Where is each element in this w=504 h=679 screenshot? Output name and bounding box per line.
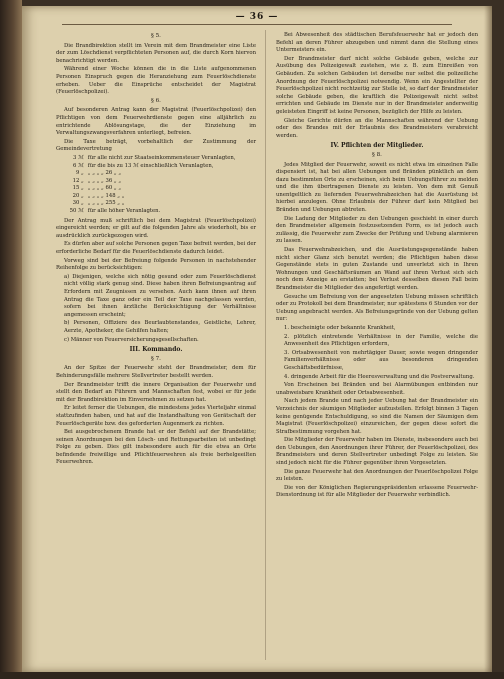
tax-text: „ „ „ „ 60 „ „ [87, 185, 122, 192]
paragraph: Vorweg sind bei der Befreiung folgende Personen in nachstehender Reihenfolge zu berücksichtigen: [56, 257, 256, 272]
tax-text: für die bis zu 13 ℳ einschließlich Veranlagten, [87, 162, 214, 169]
section-heading-8: § 8. [372, 151, 382, 158]
tax-row [62, 185, 256, 193]
tax-row [62, 200, 256, 208]
column-separator [265, 30, 266, 660]
paragraph: Das Feuerwehrabzeichen, und die Ausrüstungsgegenstände haben nicht sicher Glanz sich benutzt werden; die Pflichtigen haben diese Gegenstände stets in guten Zustande und unverletzt sich in Ihren Wohnungen und Geschäftsräumen an Wand auf ihren Verlust sich sich noch dem Anzeige an erstatten; bei Verlust desselben diesen Fall beim Brandmeister die Mitglieder des angefertigt werden. [276, 247, 478, 291]
paragraph: Bei Abwesenheit des städtischen Berufsfeuerwehr hat er jedoch den Befehl an deren Führer abzugeben und nimmt dann die Stellung eines Untermeisters ein. [276, 32, 478, 54]
paragraph: Gleiche Gerichte dürfen an die Mannschaften während der Uebung oder des Brandes mit der Erlaubnis des Brandmeisters verabreicht werden. [276, 117, 478, 139]
tax-amount: 12 „ [72, 177, 84, 184]
tax-amount: 3 ℳ [73, 154, 84, 161]
tax-text: „ „ „ „ 148 „ „ [87, 192, 125, 199]
list-item: a) Diejenigen, welche sich nötig gesund oder zum Feuerlöschdienst nicht völlig stark genug sind. Diese haben ihren Befreiungsantrag auf Erfordern mit Zeugnissen zu versehen. Auch kann ihnen auf ihren Antrag die Taxe ganz oder ein Teil der Taxe nachgelassen werden, sofern bei ihnen ärztliche Berücksichtigung der Verhältnisse angemessen erscheint; [64, 273, 256, 318]
tax-row [62, 155, 256, 163]
right-column [276, 32, 478, 501]
paragraph: An der Spitze der Feuerwehr steht der Brandmeister, dem für Behinderungsfälle mehrere Stellvertreter bestellt werden. [56, 365, 256, 379]
paragraph: Die von der Königlichen Regierungspräsidenten erlassene Feuerwehr-Dienstordnung ist für alle Mitglieder der Feuerwehr verbindlich. [276, 484, 478, 499]
tax-amount: 50 ℳ [69, 208, 84, 215]
paragraph: Die Taxe beträgt, vorbehaltlich der Zustimmung der Gemeindevertretung [56, 138, 256, 153]
list-item: 1. bescheinigte oder bekannte Krankheit, [284, 324, 396, 331]
section-heading-7: § 7. [151, 355, 161, 362]
left-column [56, 32, 256, 468]
paragraph: Die ganze Feuerwehr hat den Anordnungen der Feuerlöschpolizei Folge zu leisten. [276, 468, 478, 483]
tax-amount: 30 „ [72, 200, 84, 207]
paragraph: Die Brandbirektion stellt im Verein mit dem Brandmeister eine Liste der zum Löschdienst verpflichteten Personen auf, die durch Korn hiervon benachrichtigt werden. [56, 42, 256, 64]
paragraph: Bei ausgebrochenem Brande hat er der Befehl auf der Brandstätte; seinen Anordnungen bei den Lösch- und Rettungsarbeiten ist unbedingt Folge zu geben. Dies gilt insbesondere auch für die etwa an Orte befindende freiwillige und Pflichtfeuerwehren als freie berhelgeeilten Feuerwehren. [56, 429, 256, 466]
tax-amount: 9 „ [75, 170, 84, 177]
paragraph: Die Mitglieder der Feuerwehr haben im Dienste, insbesondere auch bei den Uebungen, den Anordnungen ihrer Führer, der Feuerlöschpolizei, des Brandmeisters und deren Stellvertreter unbedingt Folge zu leisten. Sie sind jedoch nicht für die Führer gegenüber ihren Vorgesetzten. [276, 437, 478, 467]
tax-text: für alle nicht zur Staatseinkommensteuer Veranlagten, [87, 154, 236, 161]
tax-row [62, 163, 256, 171]
list-item: 2. plötzlich eintretende Verhältnisse in der Familie, welche die Anwesenheit des Pflichtigen erfordern, [284, 333, 478, 348]
tax-table [62, 155, 256, 216]
section-heading-6: § 6. [151, 97, 161, 104]
header-divider [62, 24, 452, 25]
tax-text: „ „ „ „ 26 „ „ [87, 170, 122, 177]
tax-text: für alle höher Veranlagten. [87, 208, 161, 215]
document-page [22, 6, 492, 672]
paragraph: Die Ladung der Mitglieder zu den Uebungen geschieht in einer durch den Brandmeister allgemein festzusetzenden Form, es ist jedoch auch zulässig, die Feuerwehr zum Zwecke der Prüfung und Uebung alarmieren zu lassen. [276, 215, 478, 245]
paragraph: Der Brandmeister trifft die innere Organisation der Feuerwehr und stellt den Bedarf an Führern und Mannschaften fest, wobei er für jede mit der Brandbirektion im Einvernehmen zu setzen hat. [56, 381, 256, 403]
tax-row [62, 193, 256, 201]
list-item: 4. dringende Arbeit für die Heeresverwaltung und die Postverwaltung. [284, 373, 475, 380]
paragraph: Es dürfen aber auf solche Personen gegen Taxe befreit werden, bei der erforderliche Bedarf für die Feuerlöschdienste dadurch leidet. [56, 241, 256, 256]
book-binding [0, 0, 22, 679]
tax-text: „ „ „ „ 36 „ „ [87, 177, 122, 184]
paragraph: Von Erscheinen bei Bränden und bei Alarmübungen entbinden nur unabweisbare Krankheit oder Ortsabwesenheit. [276, 382, 478, 396]
tax-amount: 20 „ [72, 192, 84, 199]
section-heading-5: § 5. [151, 33, 161, 39]
list-item: b) Personen, Offiziere des Beurlaubtenstandes, Geistliche, Lehrer, Aerzte, Apotheker, die Gehilfen halten; [64, 320, 256, 334]
paragraph: Gesuche um Befreiung von der angesetzten Uebung müssen schriftlich oder zu Protokoll bei dem Brandmeister, nur spätestens 6 Stunden vor der Uebung angebracht werden. Als Befreiungsgründe von der Uebung gelten nur: [276, 293, 478, 323]
page-header [22, 12, 492, 28]
page-edge-shadow [484, 6, 492, 672]
chapter-heading: III. Kommando. [129, 346, 183, 354]
list-item: 3. Ortsabwesenheit von mehrtägiger Dauer, sowie wegen dringender Familienverhältnisse oder aus besonderen dringenden Geschäftsbedürfnisse, [284, 349, 478, 371]
chapter-heading: IV. Pflichten der Mitglieder. [330, 142, 424, 150]
paragraph: Er leitet ferner die Uebungen, die mindestens jedes Vierteljahr einmal stattzufinden haben, und hat auf die Instandhaltung von Gerätschaft der Feuerlöschgeräte bzw. des geforderten Augenmerk zu richten. [56, 405, 256, 427]
list-item: c) Männer von Feuerversicherungsgesellschaften. [64, 336, 199, 343]
paragraph: Jedes Mitglied der Feuerwehr, soweit es nicht etwa im einzelnen Falle dispensiert ist, hat bei allen Uebungen und Bränden pünktlich an dem dazu bestimmten Orte zu erscheinen, sich beim Uebungsführer zu melden und die ihm übertragenen Dienste zu leisten. Von dem mit Genuß unentgeltlich zu liefernden Feuerwehrabzeichen hat die Ausrüstung ist hierbei anzulegen. Ohne Erlaubnis der Führer darf kein Mitglied bei Bränden und Uebungen abtreten. [276, 161, 478, 214]
paragraph: Auf besonderen Antrag kann der Magistrat (Feuerlöschpolizei) den Pflichtigen von dem Feuerwehrdienste gegen eine alljährlich zu entrichtende Ablösungstage, die der Einziehung im Verwaltungszwangsverfahren unterliegt, befreien. [56, 107, 256, 137]
page-number: — 36 — [235, 12, 279, 22]
tax-row [62, 178, 256, 186]
tax-amount: 15 „ [72, 185, 84, 192]
tax-row [62, 170, 256, 178]
paragraph: Während einer Woche können die in die Liste aufgenommenen Personen Einspruch gegen die Heranziehung zum Feuerlöschdienste erheben. Ueber die Einsprüche entscheidet der Magistrat (Feuerlöschpolizei). [56, 66, 256, 96]
tax-amount: 6 ℳ [73, 162, 84, 169]
tax-text: „ „ „ „ 255 „ „ [87, 200, 125, 207]
tax-row [62, 208, 256, 216]
scan-bottom-edge [0, 672, 504, 679]
paragraph: Der Antrag muß schriftlich bei dem Magistrat (Feuerlöschpolizei) eingereicht werden; er gilt auf die folgenden Jahre als wiederholt, bis er ausdrücklich zurückgezogen wird. [56, 217, 256, 239]
paragraph: Nach jedem Brande und nach jeder Uebung hat der Brandmeister ein Verzeichnis der säumigen Mitglieder aufzustellen. Erfolgt binnen 3 Tagen keine genügende Entschuldigung, so sind die Namen der Säumigen dem Magistrat (Feuerlöschpolizei) einzureichen, der gegen diese sofort die Strafbestimmung vorgehen hat. [276, 398, 478, 435]
paragraph: Der Brandmeister darf nicht solche Gebäude geben, welche zur Ausübung des Polizeigewalt zustehen, wie z. B. zum Einreißen von Gebäuden. Zu solchen Gebäuden ist derselbe nur selbst die polizeiliche Anordnung der Feuerlöschpolizei notwendig. Wenn ein Angestellter der Feuerlöschpolizei nicht rechtzeitig zur Stelle ist, so darf der Brandmeister solche Gebäude geben, die kraftlich die Polizeigewalt nicht selbst errichten und Gebäude im Dienste nur in der Brandmeister anderweitig geleisteten Eingriff ist keine Personen, bezüglich der Hilfe zu leisten. [276, 55, 478, 115]
